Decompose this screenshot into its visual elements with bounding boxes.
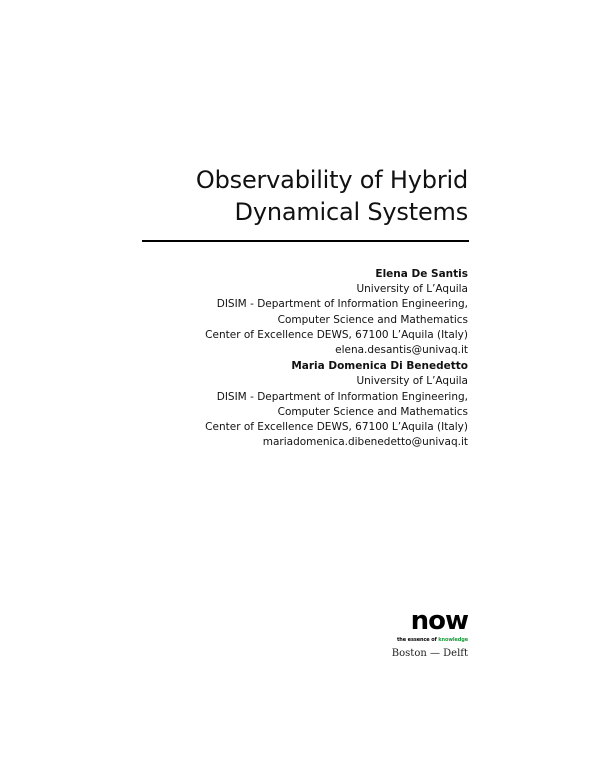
- publisher-places: Boston — Delft: [391, 648, 468, 659]
- author-block: [205, 267, 468, 358]
- author-center: Center of Excellence DEWS, 67100 L’Aquila (Italy): [205, 328, 468, 341]
- author-center: Center of Excellence DEWS, 67100 L’Aquila (Italy): [205, 421, 468, 434]
- author-block: [205, 359, 468, 450]
- author-email: elena.desantis@univaq.it: [335, 344, 468, 357]
- author-affiliation: University of L’Aquila: [356, 375, 468, 388]
- title-rule: [142, 240, 469, 242]
- author-department: DISIM - Department of Information Engineering,: [216, 390, 468, 403]
- title-line-2: Dynamical Systems: [234, 198, 468, 226]
- tagline-highlight: knowledge: [438, 637, 468, 643]
- publisher-tagline: [397, 636, 468, 644]
- publisher-logo-mark: now: [410, 606, 468, 636]
- tagline-text: the essence of: [396, 637, 439, 643]
- author-department-cont: Computer Science and Mathematics: [277, 405, 468, 418]
- publisher-logo: [396, 606, 468, 644]
- author-department-cont: Computer Science and Mathematics: [277, 313, 468, 326]
- title-line-1: Observability of Hybrid: [195, 166, 468, 194]
- author-email: mariadomenica.dibenedetto@univaq.it: [262, 436, 468, 449]
- author-name: Maria Domenica Di Benedetto: [291, 360, 468, 373]
- author-name: Elena De Santis: [375, 268, 468, 280]
- author-department: DISIM - Department of Information Engineering,: [216, 298, 468, 311]
- author-list: [205, 267, 468, 451]
- book-title: [196, 164, 468, 228]
- author-affiliation: University of L’Aquila: [356, 283, 468, 296]
